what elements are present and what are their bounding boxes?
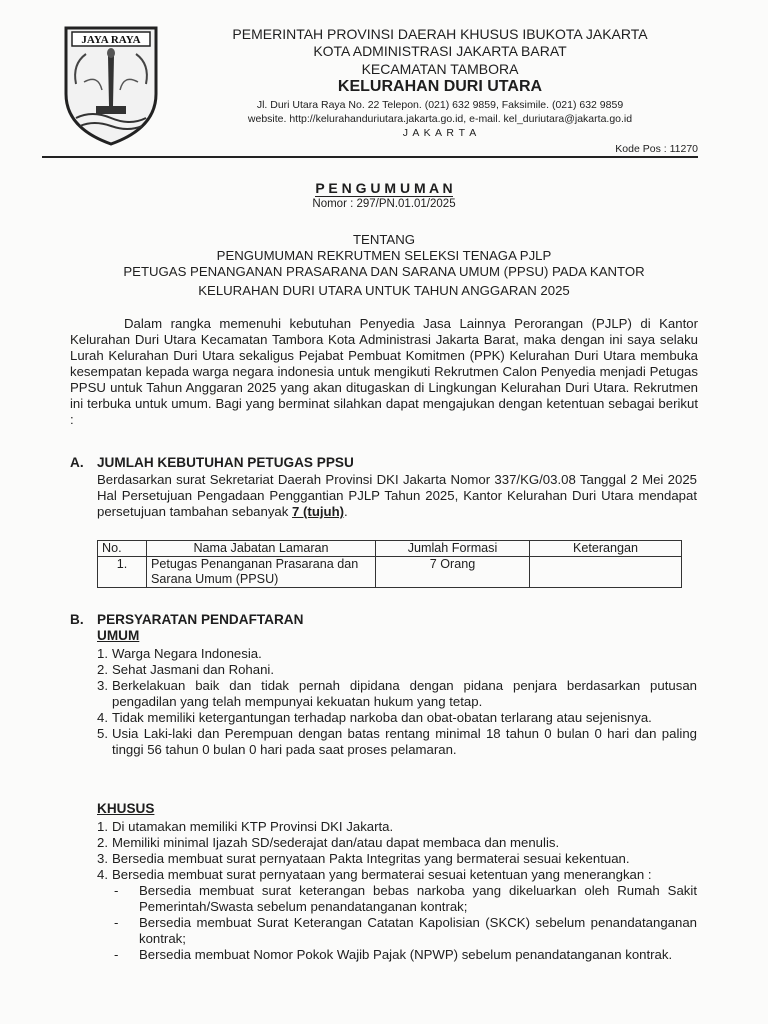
khusus-list xyxy=(97,819,697,963)
table-cell-no: 1. xyxy=(98,557,147,588)
list-item: 1. Warga Negara Indonesia. xyxy=(97,646,262,661)
subject-line-3: KELURAHAN DURI UTARA UNTUK TAHUN ANGGARAN 2025 xyxy=(198,283,570,298)
intro-paragraph: Dalam rangka memenuhi kebutuhan Penyedia Jasa Lainnya Perorangan (PJLP) di Kantor Kelurahan Duri Utara Kecamatan Tambora Kota Administrasi Jakarta Barat, maka dengan ini saya selaku Lurah Kelurahan Duri Utara sekaligus Pejabat Pembuat Komitmen (PPK) Kelurahan Duri Utara membuka kesempatan kepada warga negara indonesia untuk mengikuti Rekrutmen Calon Penyedia menjadi Petugas PPSU untuk Tahun Anggaran 2025 yang akan ditugaskan di Lingkungan Kelurahan Duri Utara. Rekrutmen ini terbuka untuk umum. Bagi yang berminat silahkan dapat mengajukan dengan ketentuan sebagai berikut : xyxy=(70,316,698,427)
umum-title: UMUM xyxy=(97,628,140,643)
list-item: 4. Bersedia membuat surat pernyataan yang bermaterai sesuai ketentuan yang menerangkan : xyxy=(97,867,652,882)
table-cell-keterangan xyxy=(530,557,682,588)
kode-pos: Kode Pos : 11270 xyxy=(615,143,698,155)
table-header-no: No. xyxy=(98,541,147,557)
header-line-1: PEMERINTAH PROVINSI DAERAH KHUSUS IBUKOTA JAKARTA xyxy=(232,26,648,42)
table-header-keterangan: Keterangan xyxy=(530,541,682,557)
tentang-label: TENTANG xyxy=(352,232,416,247)
table-row xyxy=(98,557,682,588)
header-city: J A K A R T A xyxy=(402,127,478,139)
list-subitem: - Bersedia membuat Surat Keterangan Catatan Kapolisian (SKCK) sebelum penandatanganan kontrak; xyxy=(114,915,697,946)
section-b-letter: B. xyxy=(70,612,84,627)
list-item: 1. Di utamakan memiliki KTP Provinsi DKI Jakarta. xyxy=(97,819,394,834)
announcement-number: Nomor : 297/PN.01.01/2025 xyxy=(312,198,456,210)
table-header-formasi: Jumlah Formasi xyxy=(376,541,530,557)
list-item: 4. Tidak memiliki ketergantungan terhadap narkoba dan obat-obatan terlarang atau sejenisnya. xyxy=(97,710,652,725)
list-item: 3. Berkelakuan baik dan tidak pernah dipidana dengan pidana penjara berdasarkan putusan pengadilan yang telah mempunyai kekuatan hukum yang tetap. xyxy=(97,678,697,709)
list-subitem: - Bersedia membuat surat keterangan bebas narkoba yang dikeluarkan oleh Rumah Sakit Pemerintah/Swasta sebelum penandatanganan kontrak; xyxy=(114,883,697,914)
jaya-raya-emblem xyxy=(62,24,160,148)
table-cell-formasi: 7 Orang xyxy=(376,557,530,588)
section-a-letter: A. xyxy=(70,455,84,470)
list-item: 5. Usia Laki-laki dan Perempuan dengan batas rentang minimal 18 tahun 0 bulan 0 hari dan paling tinggi 56 tahun 0 bulan 0 hari pada saat proses pelamaran. xyxy=(97,726,697,757)
umum-list xyxy=(97,646,697,758)
list-item: 3. Bersedia membuat surat pernyataan Pakta Integritas yang bermaterai sesuai kekentuan. xyxy=(97,851,630,866)
table-header-jabatan: Nama Jabatan Lamaran xyxy=(147,541,376,557)
list-item: 2. Memiliki minimal Ijazah SD/sederajat dan/atau dapat membaca dan menulis. xyxy=(97,835,560,850)
table-cell-jabatan: Petugas Penanganan Prasarana dan Sarana Umum (PPSU) xyxy=(147,557,376,588)
subject-line-1: PENGUMUMAN REKRUTMEN SELEKSI TENAGA PJLP xyxy=(216,248,552,263)
section-a-body: Berdasarkan surat Sekretariat Daerah Provinsi DKI Jakarta Nomor 337/KG/03.08 Tanggal 2 Mei 2025 Hal Persetujuan Pengadaan Penggantian PJLP Tahun 2025, Kantor Kelurahan Duri Utara mendapat persetujuan tambahan sebanyak 7 (tujuh). xyxy=(97,472,697,519)
header-line-2: KOTA ADMINISTRASI JAKARTA BARAT xyxy=(313,43,567,59)
header-rule xyxy=(42,156,698,158)
subject-line-2: PETUGAS PENANGANAN PRASARANA DAN SARANA UMUM (PPSU) PADA KANTOR xyxy=(123,264,645,279)
section-a-title: JUMLAH KEBUTUHAN PETUGAS PPSU xyxy=(97,455,354,470)
section-a-count: 7 (tujuh) xyxy=(292,504,345,519)
khusus-title: KHUSUS xyxy=(97,801,155,816)
header-website: website. http://kelurahanduriutara.jakarta.go.id, e-mail. kel_duriutara@jakarta.go.id xyxy=(247,113,633,125)
announcement-heading: P E N G U M U M A N xyxy=(315,180,453,196)
logo-text: JAYA RAYA xyxy=(81,34,141,46)
section-b-title: PERSYARATAN PENDAFTARAN xyxy=(97,612,304,627)
list-item: 2. Sehat Jasmani dan Rohani. xyxy=(97,662,275,677)
formasi-table xyxy=(97,540,682,588)
header-kelurahan: KELURAHAN DURI UTARA xyxy=(337,78,543,95)
list-subitem: - Bersedia membuat Nomor Pokok Wajib Pajak (NPWP) sebelum penandatanganan kontrak. xyxy=(114,947,673,962)
header-address: Jl. Duri Utara Raya No. 22 Telepon. (021) 632 9859, Faksimile. (021) 632 9859 xyxy=(256,99,624,111)
table-header-row xyxy=(98,541,682,557)
header-line-3: KECAMATAN TAMBORA xyxy=(361,61,519,77)
